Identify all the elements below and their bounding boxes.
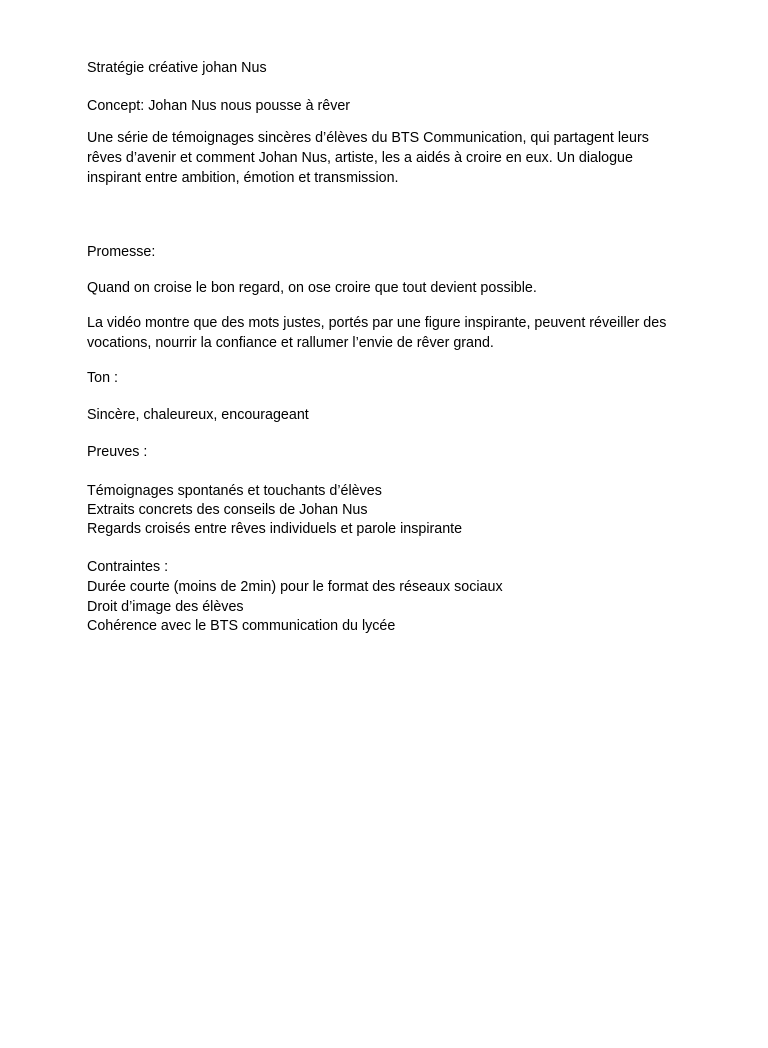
promise-text: Quand on croise le bon regard, on ose croire que tout devient possible. <box>87 280 537 296</box>
proof-item: Regards croisés entre rêves individuels et parole inspirante <box>87 521 463 537</box>
promise-heading: Promesse: <box>87 244 156 260</box>
description-line: inspirant entre ambition, émotion et transmission. <box>87 170 399 186</box>
constraint-item: Cohérence avec le BTS communication du lycée <box>87 618 396 634</box>
tone-heading: Ton : <box>87 370 118 386</box>
proofs-heading: Preuves : <box>87 444 148 460</box>
proof-item: Extraits concrets des conseils de Johan Nus <box>87 502 368 518</box>
video-line: La vidéo montre que des mots justes, portés par une figure inspirante, peuvent réveiller des <box>87 315 667 331</box>
tone-text: Sincère, chaleureux, encourageant <box>87 407 309 423</box>
proof-item: Témoignages spontanés et touchants d’élèves <box>87 483 382 499</box>
document-title: Stratégie créative johan Nus <box>87 60 267 76</box>
constraint-item: Droit d’image des élèves <box>87 599 244 615</box>
constraint-item: Durée courte (moins de 2min) pour le format des réseaux sociaux <box>87 579 503 595</box>
constraints-heading: Contraintes : <box>87 559 169 575</box>
description-line: Une série de témoignages sincères d’élèves du BTS Communication, qui partagent leurs <box>87 130 649 146</box>
description-line: rêves d’avenir et comment Johan Nus, artiste, les a aidés à croire en eux. Un dialogue <box>87 150 633 166</box>
video-line: vocations, nourrir la confiance et rallumer l’envie de rêver grand. <box>87 335 494 351</box>
concept-line: Concept: Johan Nus nous pousse à rêver <box>87 98 351 114</box>
